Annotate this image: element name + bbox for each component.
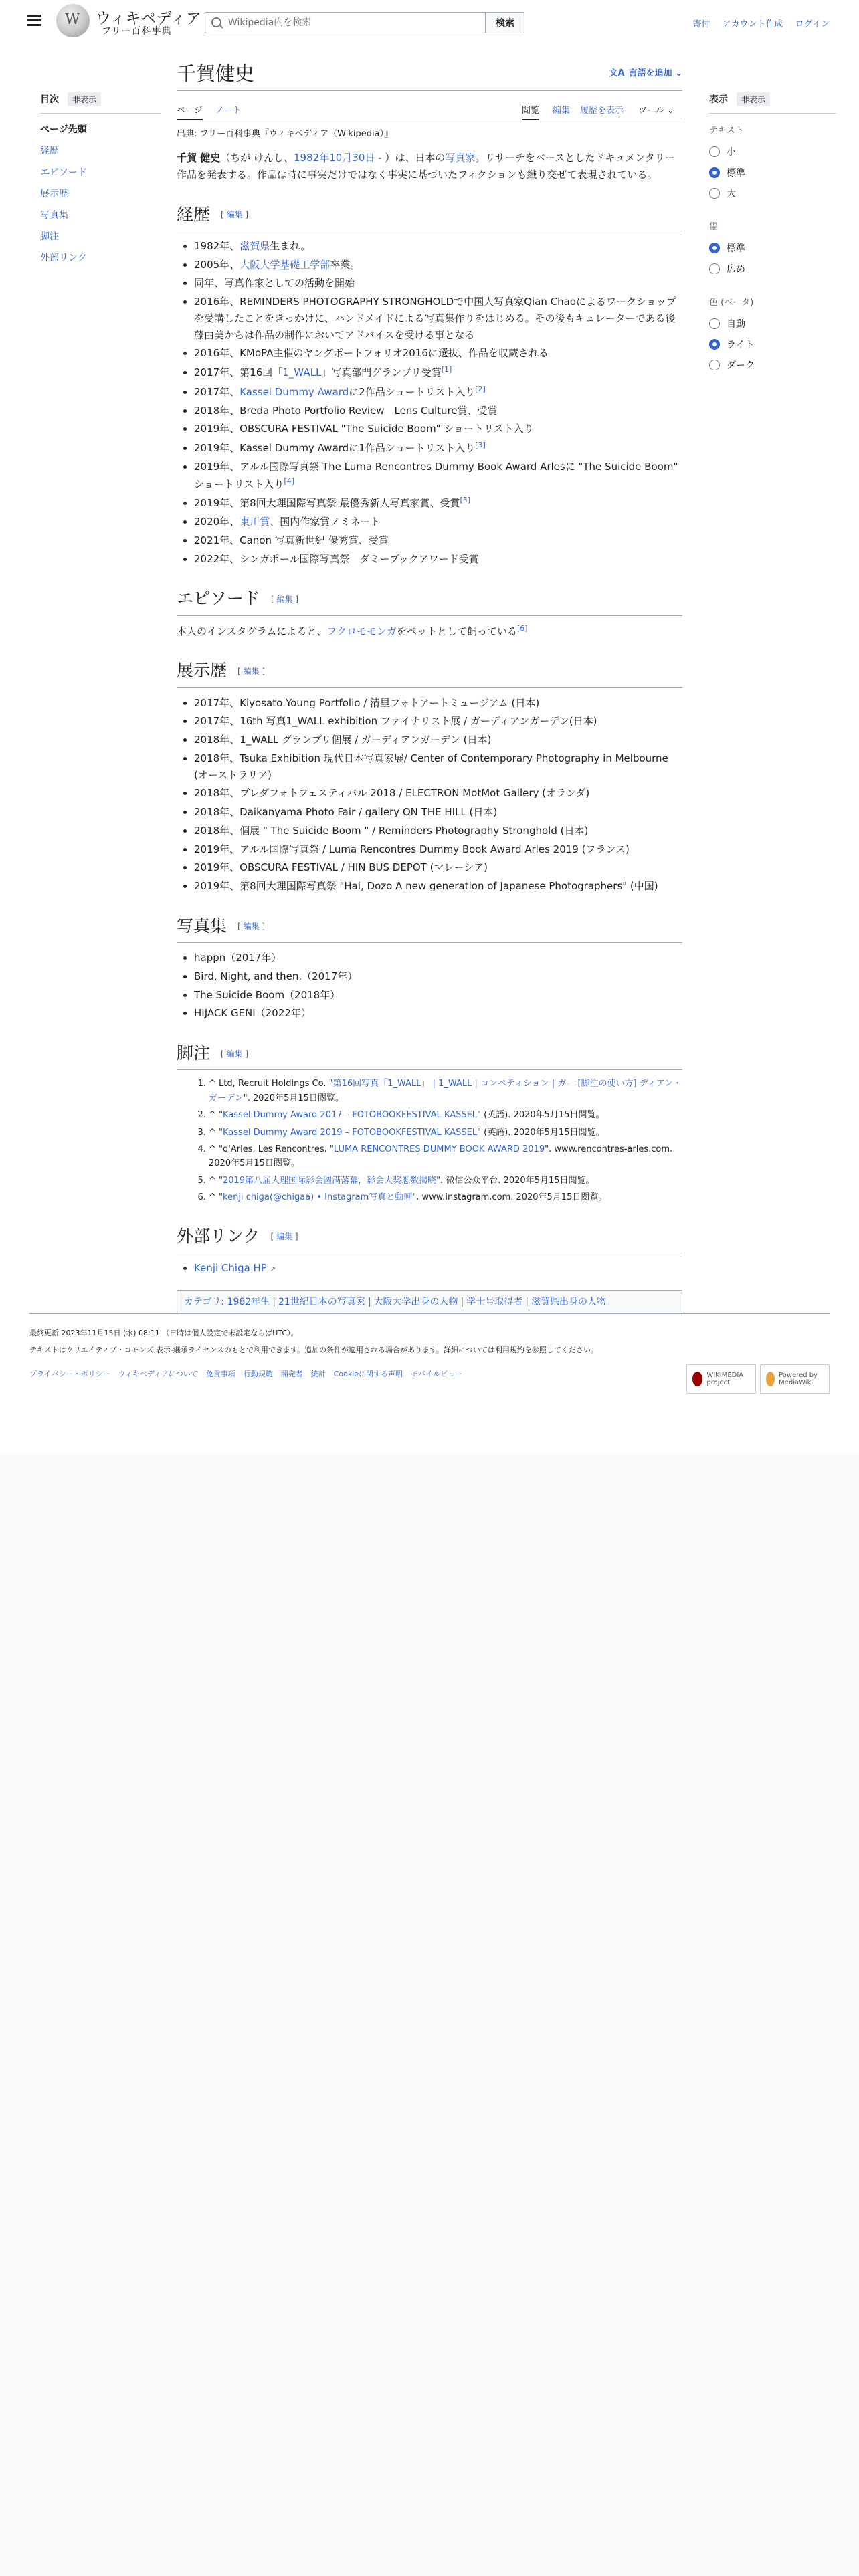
list-item <box>194 494 682 512</box>
career-link[interactable]: 滋賀県 <box>240 239 270 252</box>
categories-label[interactable]: カテゴリ: <box>184 1296 225 1307</box>
section-heading-episode: エピソード [ 編集 ] <box>177 584 682 615</box>
lead-reading: （ちが けんし、 <box>220 152 294 164</box>
list-item <box>194 383 682 401</box>
reference-text-post: ". 2020年5月15日閲覧。 <box>243 1093 344 1103</box>
career-text-post: 」写真部門グランプリ受賞 <box>321 366 442 379</box>
reference-text: ^ Ltd, Recruit Holdings Co. " <box>209 1079 333 1089</box>
list-item <box>194 275 682 292</box>
career-link[interactable]: 大阪大学基礎工学部 <box>240 258 330 271</box>
lead-paragraph <box>177 150 682 183</box>
radio-selected-icon <box>709 339 720 350</box>
create-account-link[interactable]: アカウント作成 <box>722 19 783 29</box>
reference-text-post: ". 微信公众平台. 2020年5月15日閲覧。 <box>436 1175 595 1186</box>
list-item: • HIJACK GENI（2022年） <box>194 1005 682 1022</box>
career-text-post: 、国内作家賞ノミネート <box>270 516 381 528</box>
radio-label: 小 <box>727 146 736 158</box>
search-button[interactable]: 検索 <box>486 12 524 33</box>
career-link[interactable]: 1_WALL <box>282 366 322 379</box>
list-item <box>194 345 682 362</box>
reference-link[interactable]: kenji chiga(@chigaa) • Instagram写真と動画 <box>223 1192 413 1203</box>
main-content <box>177 53 682 1315</box>
tab-talk[interactable]: ノート <box>215 106 242 116</box>
toc-item-books[interactable]: 写真集 <box>40 210 68 221</box>
books-heading-text: 写真集 <box>177 916 227 936</box>
section-heading-external: 外部リンク [ 編集 ] <box>177 1222 682 1253</box>
references-list <box>177 1077 682 1205</box>
section-heading-notes: 脚注 [ 編集 ] <box>177 1039 682 1070</box>
lead-mid: - ）は、日本の <box>375 152 446 164</box>
lead-rest: 。リサーチをベースとしたドキュメンタリー作品を発表する。作品は時に事実だけではなく事実に基づいたフィクションも織り交ぜて表現されている。 <box>177 152 675 181</box>
list-item <box>194 459 682 493</box>
wikimedia-badge[interactable] <box>686 1364 756 1394</box>
citation-link[interactable]: [5] <box>460 496 471 505</box>
career-text: 同年、写真作家としての活動を開始 <box>194 277 355 290</box>
text-size-label: テキスト <box>709 126 744 136</box>
career-text: 2022年、シンガポール国際写真祭 ダミーブックアワード受賞 <box>194 552 479 565</box>
list-item: • 2019年、第8回大理国際写真祭 "Hai, Dozo A new generation of Japanese Photographers" (中国) <box>194 878 682 895</box>
list-item: • 2017年、16th 写真1_WALL exhibition ファイナリスト展 / ガーディアンガーデン(日本) <box>194 713 682 730</box>
radio-label: 大 <box>727 188 736 199</box>
search-icon <box>211 17 221 27</box>
search-form <box>205 12 519 33</box>
list-item: • happn（2017年） <box>194 950 682 966</box>
text-size-small-radio[interactable] <box>709 141 836 162</box>
from-line: 出典: フリー百科事典『ウィキペディア（Wikipedia）』 <box>177 129 393 139</box>
category-separator: | <box>367 1296 371 1307</box>
width-label: 幅 <box>709 222 719 232</box>
episode-heading-text: エピソード <box>177 588 261 609</box>
category-link[interactable]: 学士号取得者 <box>466 1296 523 1307</box>
list-item <box>194 294 682 343</box>
external-heading-text: 外部リンク <box>177 1226 260 1246</box>
add-language-label: 言語を追加 <box>628 68 672 78</box>
list-item <box>194 551 682 568</box>
login-link[interactable]: ログイン <box>795 19 830 29</box>
toc-item-external[interactable]: 外部リンク <box>40 253 87 263</box>
color-light-radio[interactable] <box>709 334 836 354</box>
toc-item-episode[interactable]: エピソード <box>40 167 87 178</box>
reference-text: ^ " <box>209 1127 223 1138</box>
search-input[interactable] <box>205 12 486 33</box>
external-links-list <box>177 1260 682 1277</box>
radio-icon <box>709 360 720 370</box>
list-item <box>194 364 682 381</box>
tab-read[interactable]: 閲覧 <box>522 103 539 120</box>
category-separator: | <box>460 1296 464 1307</box>
reference-link[interactable]: Kassel Dummy Award 2017 – FOTOBOOKFESTIVAL KASSEL <box>223 1110 478 1121</box>
episode-paragraph <box>177 623 682 640</box>
width-wide-radio[interactable] <box>709 258 836 279</box>
tools-label: ツール <box>638 106 664 116</box>
personal-tools <box>683 17 830 29</box>
footer-link[interactable]: プライバシー・ポリシー <box>29 1370 110 1379</box>
list-item <box>194 439 682 457</box>
category-link[interactable]: 21世紀日本の写真家 <box>278 1296 365 1307</box>
episode-text-post: をペットとして飼っている <box>396 625 517 637</box>
notes-heading-text: 脚注 <box>177 1043 211 1063</box>
career-text: 2018年、Breda Photo Portfolio Review Lens Culture賞、受賞 <box>194 404 498 417</box>
external-link[interactable]: Kenji Chiga HP <box>194 1262 267 1274</box>
radio-label: 標準 <box>727 243 745 254</box>
footer-link[interactable]: モバイルビュー <box>411 1370 463 1379</box>
list-item <box>194 403 682 419</box>
reference-item <box>209 1190 682 1204</box>
badge-text: WIKIMEDIA project <box>706 1372 744 1386</box>
wikimedia-logo-icon <box>692 1372 702 1386</box>
wikipedia-logo-icon[interactable] <box>56 4 90 37</box>
color-auto-radio[interactable] <box>709 313 836 334</box>
footer-link[interactable]: 開発者 <box>280 1370 303 1379</box>
list-item <box>194 1260 682 1277</box>
category-box <box>177 1290 682 1315</box>
category-link[interactable]: 大阪大学出身の人物 <box>373 1296 458 1307</box>
footer-link[interactable]: 免責事項 <box>205 1370 235 1379</box>
career-text: 2016年、REMINDERS PHOTOGRAPHY STRONGHOLDで中国人写真家Qian Chaoによるワークショップを受講したことをきっかけに、ハンドメイドによる写真集作りをはじめる。その後もキュレーターである後藤由美からは作品の制作においてアドバイスを受ける事となる <box>194 296 676 341</box>
citation-link[interactable]: [2] <box>475 384 486 393</box>
career-text: 2019年、Kassel Dummy Awardに1作品ショートリスト入り <box>194 442 476 454</box>
page-tabs <box>177 95 682 118</box>
career-link[interactable]: 東川賞 <box>240 516 270 528</box>
badge-text: Powered by MediaWiki <box>779 1372 818 1386</box>
color-dark-radio[interactable] <box>709 354 836 375</box>
reference-text-post: " (英語). 2020年5月15日閲覧。 <box>477 1110 605 1121</box>
edit-section-link[interactable]: 編集 <box>226 210 243 220</box>
tab-edit[interactable]: 編集 <box>553 106 571 116</box>
radio-icon <box>709 188 720 199</box>
toc-header <box>40 92 161 106</box>
career-text: 2021年、Canon 写真新世紀 優秀賞、受賞 <box>194 534 389 546</box>
category-link[interactable]: 1982年生 <box>227 1296 270 1307</box>
reference-item <box>209 1108 682 1122</box>
radio-label: ダーク <box>727 360 755 371</box>
radio-icon <box>709 263 720 274</box>
sugar-glider-link[interactable]: フクロモモンガ <box>326 625 397 637</box>
career-text-post: 生まれ。 <box>270 239 311 252</box>
site-title[interactable]: ウィキペディア <box>96 10 201 27</box>
footer-link[interactable]: 統計 <box>310 1370 326 1379</box>
career-text: 2019年、OBSCURA FESTIVAL "The Suicide Boom" ショートリスト入り <box>194 423 534 435</box>
career-text: 1982年、 <box>194 239 240 252</box>
edit-section-link[interactable]: 編集 <box>276 594 293 604</box>
radio-label: 自動 <box>727 318 745 330</box>
category-separator: | <box>525 1296 529 1307</box>
text-size-standard-radio[interactable] <box>709 162 836 183</box>
footer-link[interactable]: Cookieに関する声明 <box>333 1370 403 1379</box>
career-list <box>177 238 682 568</box>
edit-section-link[interactable]: 編集 <box>243 666 260 676</box>
reference-text: ^ " <box>209 1110 223 1121</box>
list-item: • 2019年、アルル国際写真祭 / Luma Rencontres Dummy Book Award Arles 2019 (フランス) <box>194 841 682 858</box>
reference-link[interactable]: 2019第八届大理国际影会圆满落幕，影会大奖悉数揭晓 <box>223 1175 437 1186</box>
career-text-post: 卒業。 <box>330 258 361 271</box>
exhibitions-heading-text: 展示歴 <box>177 661 227 681</box>
translate-icon: 文A <box>609 68 625 78</box>
reference-item <box>209 1142 682 1171</box>
books-list <box>177 950 682 1022</box>
appearance-panel <box>709 92 836 375</box>
last-updated: 最終更新 2023年11月15日 (水) 08:11 （日時は個人設定で未設定ならばUTC）。 <box>29 1329 298 1337</box>
citation-link[interactable]: [4] <box>284 476 294 486</box>
toc-title: 目次 <box>40 94 59 105</box>
color-label: 色 (ベータ) <box>709 298 754 308</box>
edit-section-link[interactable]: 編集 <box>243 922 260 932</box>
exhibitions-list <box>177 695 682 895</box>
category-separator: | <box>272 1296 276 1307</box>
radio-selected-icon <box>709 243 720 253</box>
birthdate-link[interactable]: 1982年10月30日 <box>294 152 375 164</box>
citation-link[interactable]: [3] <box>475 441 486 449</box>
donate-link[interactable]: 寄付 <box>692 19 710 29</box>
reference-item <box>209 1174 682 1188</box>
reference-link[interactable]: 第16回写真「1_WALL」 | 1_WALL | コンペティション | ガー [脚注の使い方] ディアン・ガーデン <box>209 1079 682 1103</box>
radio-label: 標準 <box>727 167 745 179</box>
photographer-link[interactable]: 写真家 <box>445 152 476 164</box>
career-text: 2019年、アルル国際写真祭 The Luma Rencontres Dummy Book Award Arlesに "The Suicide Boom" ショートリスト入り <box>194 460 678 490</box>
list-item <box>194 257 682 274</box>
text-size-large-radio[interactable] <box>709 183 836 203</box>
list-item <box>194 238 682 255</box>
radio-selected-icon <box>709 167 720 178</box>
reference-text: ^ " <box>209 1192 223 1203</box>
tab-history[interactable]: 履歴を表示 <box>580 106 624 116</box>
tab-page[interactable]: ページ <box>177 103 203 120</box>
career-link[interactable]: Kassel Dummy Award <box>240 385 349 398</box>
career-text: 2020年、 <box>194 516 240 528</box>
toc-item-career[interactable]: 経歴 <box>40 146 59 156</box>
section-heading-books: 写真集 [ 編集 ] <box>177 912 682 943</box>
toc-hide-button[interactable]: 非表示 <box>68 92 101 106</box>
citation-link[interactable]: [6] <box>516 623 528 633</box>
appearance-hide-button[interactable]: 非表示 <box>737 92 770 106</box>
add-language-button[interactable]: 文A 言語を追加 ⌄ <box>609 66 683 78</box>
toc-item-top[interactable]: ページ先頭 <box>40 124 87 135</box>
list-item: • 2018年、個展 " The Suicide Boom " / Reminders Photography Stronghold (日本) <box>194 823 682 839</box>
edit-section-link[interactable]: 編集 <box>276 1232 293 1242</box>
career-text: 2017年、 <box>194 385 240 398</box>
reference-text: ^ "d'Arles, Les Rencontres. " <box>209 1144 334 1154</box>
list-item: • The Suicide Boom（2018年） <box>194 987 682 1004</box>
radio-icon <box>709 318 720 329</box>
list-item: • 2018年、Tsuka Exhibition 現代日本写真家展/ Center of Contemporary Photography in Melbourne (オーストラリア) <box>194 750 682 784</box>
toc-item-notes[interactable]: 脚注 <box>40 231 59 242</box>
article-body <box>177 150 682 1315</box>
list-item: • 2018年、1_WALL グランプリ個展 / ガーディアンガーデン (日本) <box>194 732 682 748</box>
career-text: 2005年、 <box>194 258 240 271</box>
mediawiki-logo-icon <box>766 1372 775 1386</box>
citation-link[interactable]: [1] <box>441 365 452 374</box>
list-item: • 2018年、ブレダフォトフェスティバル 2018 / ELECTRON MotMot Gallery (オランダ) <box>194 785 682 802</box>
radio-label: 広め <box>727 263 745 275</box>
section-heading-exhibitions: 展示歴 [ 編集 ] <box>177 657 682 687</box>
footer-link[interactable]: 行動規範 <box>243 1370 273 1379</box>
table-of-contents <box>40 92 161 269</box>
reference-text: ^ " <box>209 1175 223 1186</box>
appearance-title: 表示 <box>709 94 728 105</box>
toc-item-exhibitions[interactable]: 展示歴 <box>40 189 68 199</box>
career-text: 2017年、第16回「 <box>194 366 283 379</box>
site-subtitle: フリー百科事典 <box>102 26 172 37</box>
tab-tools[interactable]: ツール ⌄ <box>638 106 674 116</box>
reference-link[interactable]: Kassel Dummy Award 2019 – FOTOBOOKFESTIVAL KASSEL <box>223 1127 478 1138</box>
list-item <box>194 532 682 549</box>
reference-item <box>209 1077 682 1105</box>
width-standard-radio[interactable] <box>709 237 836 258</box>
list-item <box>194 421 682 437</box>
reference-link[interactable]: LUMA RENCONTRES DUMMY BOOK AWARD 2019 <box>333 1144 545 1154</box>
lead-name: 千賀 健史 <box>177 152 221 164</box>
external-link-icon: ↗ <box>270 1266 276 1273</box>
radio-label: ライト <box>727 339 755 350</box>
page-title: 千賀健史 <box>177 53 682 91</box>
career-text-post: に2作品ショートリスト入り <box>349 385 476 398</box>
reference-item <box>209 1125 682 1140</box>
list-item: • Bird, Night, and then.（2017年） <box>194 968 682 985</box>
reference-text-post: ". www.instagram.com. 2020年5月15日閲覧。 <box>412 1192 607 1203</box>
category-link[interactable]: 滋賀県出身の人物 <box>531 1296 606 1307</box>
list-item: • 2017年、Kiyosato Young Portfolio / 清里フォトアートミュージアム (日本) <box>194 695 682 712</box>
footer-link[interactable]: ウィキペディアについて <box>118 1370 198 1379</box>
menu-icon[interactable] <box>27 15 41 27</box>
appearance-header <box>709 92 836 106</box>
career-text: 2016年、KMoPA主催のヤングポートフォリオ2016に選抜、作品を収蔵される <box>194 347 549 360</box>
career-heading-text: 経歴 <box>177 204 211 224</box>
mediawiki-badge[interactable] <box>760 1364 830 1394</box>
career-text: 2019年、第8回大理国際写真祭 最優秀新人写真家賞、受賞 <box>194 497 460 510</box>
radio-icon <box>709 146 720 157</box>
list-item: • 2018年、Daikanyama Photo Fair / gallery ON THE HILL (日本) <box>194 804 682 821</box>
section-heading-career: 経歴 [ 編集 ] <box>177 201 682 231</box>
license-text: テキストはクリエイティブ・コモンズ 表示-継承ライセンスのもとで利用できます。追加の条件が適用される場合があります。詳細については利用規約を参照してください。 <box>29 1345 598 1354</box>
reference-text-post: ". www.rencontres-arles.com. 2020年5月15日閲覧。 <box>209 1144 673 1169</box>
edit-section-link[interactable]: 編集 <box>226 1049 243 1059</box>
episode-text: 本人のインスタグラムによると、 <box>177 625 327 637</box>
reference-text-post: " (英語). 2020年5月15日閲覧。 <box>477 1127 605 1138</box>
list-item: • 2019年、OBSCURA FESTIVAL / HIN BUS DEPOT (マレーシア) <box>194 859 682 876</box>
list-item <box>194 514 682 530</box>
